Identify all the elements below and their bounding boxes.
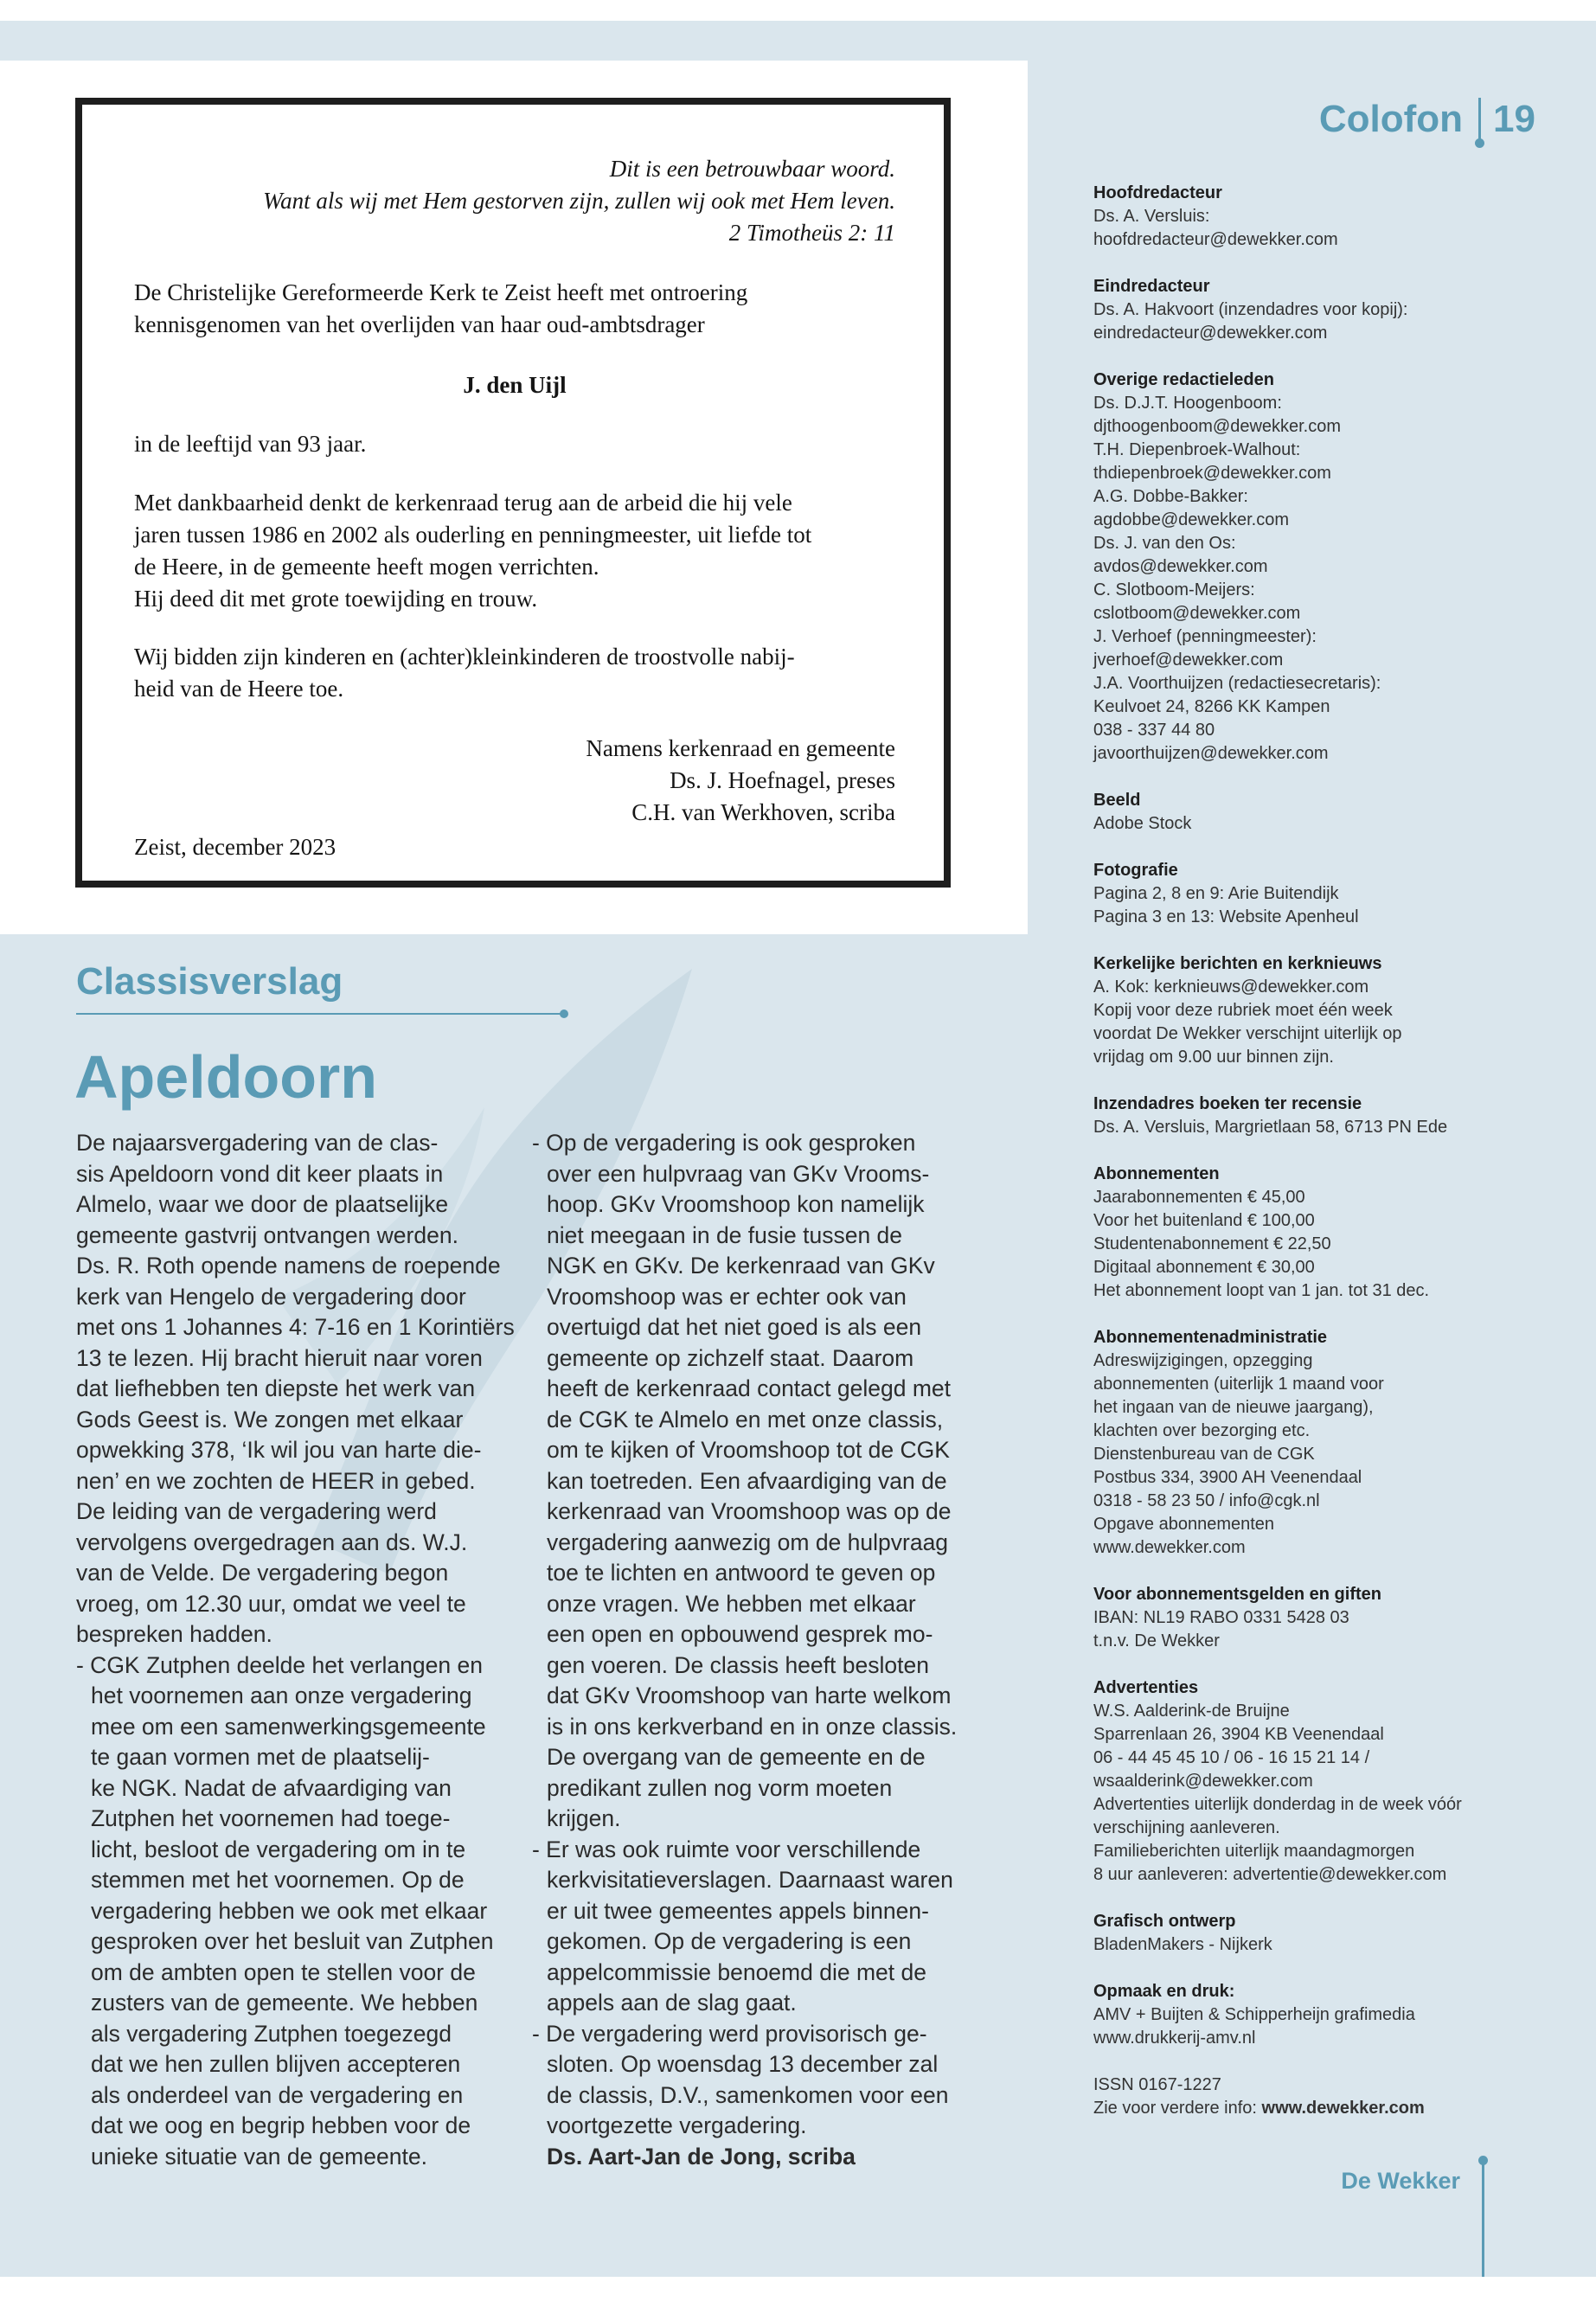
colofon-heading: Inzendadres boeken ter recensie xyxy=(1093,1094,1362,1113)
colofon-line: hoofdredacteur@dewekker.com xyxy=(1093,230,1338,249)
colofon-line: Postbus 334, 3900 AH Veenendaal xyxy=(1093,1468,1362,1487)
colofon-line: Opgave abonnementen xyxy=(1093,1515,1275,1534)
colofon-heading: Advertenties xyxy=(1093,1678,1199,1697)
article-line: kerkvisitatieverslagen. Daarnaast waren xyxy=(547,1867,953,1893)
article-line: vervolgens overgedragen aan ds. W.J. xyxy=(76,1529,468,1555)
article-line: met ons 1 Johannes 4: 7-16 en 1 Korintiërs xyxy=(76,1314,515,1340)
colofon-line: avdos@dewekker.com xyxy=(1093,557,1268,576)
more-info-label: Zie voor verdere info: xyxy=(1093,2099,1262,2118)
obituary-intro xyxy=(134,277,895,341)
colofon-line: 06 - 44 45 45 10 / 06 - 16 15 21 14 / xyxy=(1093,1748,1370,1767)
obituary-body xyxy=(134,487,895,615)
colofon-line: Adobe Stock xyxy=(1093,814,1192,833)
colofon-line: Dienstenbureau van de CGK xyxy=(1093,1445,1315,1464)
colofon-section xyxy=(1093,1093,1561,1139)
article-line: nen’ en we zochten de HEER in gebed. xyxy=(76,1467,476,1494)
article-line: De overgang van de gemeente en de xyxy=(547,1744,926,1770)
colofon-line: agdobbe@dewekker.com xyxy=(1093,510,1289,529)
article-line: opwekking 378, ‘Ik wil jou van harte die- xyxy=(76,1437,482,1463)
colofon-line: Ds. A. Hakvoort (inzendadres voor kopij): xyxy=(1093,300,1408,319)
article-line: de classis, D.V., samenkomen voor een xyxy=(547,2081,949,2108)
article-line: stemmen met het voornemen. Op de xyxy=(91,1867,465,1893)
colofon-heading: Abonnementenadministratie xyxy=(1093,1328,1328,1347)
colofon-heading: Opmaak en druk: xyxy=(1093,1982,1235,2001)
body-line: Hij deed dit met grote toewijding en trouw. xyxy=(134,586,538,612)
kicker-rule xyxy=(76,1013,565,1015)
prayer-line: Wij bidden zijn kinderen en (achter)kleinkinderen de troostvolle nabij- xyxy=(134,644,795,670)
signature-line: Namens kerkenraad en gemeente xyxy=(586,735,895,761)
obituary-signature xyxy=(134,733,895,829)
article-line: NGK en GKv. De kerkenraad van GKv xyxy=(547,1253,935,1279)
colofon-section xyxy=(1093,369,1561,766)
article-line: appelcommissie benoemd die met de xyxy=(547,1958,926,1985)
colofon-line: J. Verhoef (penningmeester): xyxy=(1093,627,1317,646)
signature-line: C.H. van Werkhoven, scriba xyxy=(631,799,895,825)
colofon-line: eindredacteur@dewekker.com xyxy=(1093,324,1328,343)
colofon-section xyxy=(1093,1980,1561,2050)
obituary-place-date: Zeist, december 2023 xyxy=(134,834,337,860)
colofon-heading: Eindredacteur xyxy=(1093,277,1210,296)
colofon-heading: Abonnementen xyxy=(1093,1164,1220,1183)
article-line: sis Apeldoorn vond dit keer plaats in xyxy=(76,1160,444,1187)
article-line: dat we hen zullen blijven accepteren xyxy=(91,2051,461,2077)
colofon-line: djthoogenboom@dewekker.com xyxy=(1093,417,1342,436)
top-margin xyxy=(0,0,1596,21)
colofon-heading: Fotografie xyxy=(1093,861,1178,880)
article-line: overtuigd dat het niet goed is als een xyxy=(547,1314,922,1340)
body-line: Met dankbaarheid denkt de kerkenraad terug aan de arbeid die hij vele xyxy=(134,490,792,516)
article-line: gekomen. Op de vergadering is een xyxy=(547,1928,912,1954)
colofon-section xyxy=(1093,1583,1561,1653)
colofon-section xyxy=(1093,1326,1561,1560)
verse-line: Want als wij met Hem gestorven zijn, zullen wij ook met Hem leven. xyxy=(263,188,895,214)
article-line: het voornemen aan onze vergadering xyxy=(91,1682,472,1708)
colofon-line: Het abonnement loopt van 1 jan. tot 31 dec. xyxy=(1093,1281,1430,1300)
colofon-heading: Voor abonnementsgelden en giften xyxy=(1093,1585,1381,1604)
colofon-line: T.H. Diepenbroek-Walhout: xyxy=(1093,440,1301,459)
colofon-line: 038 - 337 44 80 xyxy=(1093,721,1215,740)
article-line: gemeente op zichzelf staat. Daarom xyxy=(547,1344,914,1371)
article-line: zusters van de gemeente. We hebben xyxy=(91,1990,478,2016)
colofon-line: www.drukkerij-amv.nl xyxy=(1093,2029,1256,2048)
verse-reference: 2 Timotheüs 2: 11 xyxy=(728,220,895,246)
colofon-section xyxy=(1093,182,1561,252)
colofon-heading: Overige redactieleden xyxy=(1093,370,1274,389)
article-line: te gaan vormen met de plaatselij- xyxy=(91,1744,430,1770)
colofon-section xyxy=(1093,1910,1561,1957)
article-line: sloten. Op woensdag 13 december zal xyxy=(547,2051,939,2077)
article-line: dat GKv Vroomshoop van harte welkom xyxy=(547,1682,952,1708)
colofon-line: IBAN: NL19 RABO 0331 5428 03 xyxy=(1093,1608,1349,1627)
article-line: heeft de kerkenraad contact gelegd met xyxy=(547,1375,951,1401)
obituary-prayer xyxy=(134,641,895,705)
footer-rule xyxy=(1482,2159,1484,2277)
colofon-line: Voor het buitenland € 100,00 xyxy=(1093,1211,1315,1230)
colofon-line: Ds. A. Versluis: xyxy=(1093,207,1210,226)
colofon-line: Keulvoet 24, 8266 KK Kampen xyxy=(1093,697,1330,716)
article-line: gemeente gastvrij ontvangen werden. xyxy=(76,1221,458,1248)
bottom-margin xyxy=(0,2277,1596,2301)
deceased-name: J. den Uijl xyxy=(463,372,567,398)
colofon-line: voordat De Wekker verschijnt uiterlijk op xyxy=(1093,1024,1402,1043)
colofon-line: abonnementen (uiterlijk 1 maand voor xyxy=(1093,1375,1384,1394)
article-line: vroeg, om 12.30 uur, omdat we veel te xyxy=(76,1590,466,1617)
obituary-verse xyxy=(134,153,895,249)
article-line: om de ambten open te stellen voor de xyxy=(91,1958,476,1985)
article-line: - De vergadering werd provisorisch ge- xyxy=(532,2020,927,2047)
colofon-line: 0318 - 58 23 50 / info@cgk.nl xyxy=(1093,1491,1320,1510)
colofon-line: Studentenabonnement € 22,50 xyxy=(1093,1234,1331,1253)
article-line: kan toetreden. Een afvaardiging van de xyxy=(547,1467,947,1494)
article-line: als onderdeel van de vergadering en xyxy=(91,2081,464,2108)
colofon-title: Colofon xyxy=(1318,98,1464,140)
colofon-line: javoorthuijzen@dewekker.com xyxy=(1093,744,1329,763)
article-line: - Op de vergadering is ook gesproken xyxy=(532,1130,916,1156)
article-line: toe te lichten en antwoord te geven op xyxy=(547,1560,936,1586)
colofon-line: 8 uur aanleveren: advertentie@dewekker.com xyxy=(1093,1865,1447,1884)
colofon-header xyxy=(1319,93,1535,145)
colofon-line: Kopij voor deze rubriek moet één week xyxy=(1093,1001,1393,1020)
article-line: unieke situatie van de gemeente. xyxy=(91,2143,427,2170)
article-title: Apeldoorn xyxy=(74,1043,377,1111)
colofon-line: A. Kok: kerknieuws@dewekker.com xyxy=(1093,977,1369,997)
colofon-section xyxy=(1093,952,1561,1069)
article-line: vergadering aanwezig om de hulpvraag xyxy=(547,1529,949,1555)
article-line: predikant zullen nog vorm moeten xyxy=(547,1774,893,1801)
article-kicker: Classisverslag xyxy=(76,960,343,1003)
colofon-section xyxy=(1093,1163,1561,1303)
colofon-line: Pagina 2, 8 en 9: Arie Buitendijk xyxy=(1093,884,1339,903)
colofon-line: wsaalderink@dewekker.com xyxy=(1093,1772,1313,1791)
colofon-section xyxy=(1093,275,1561,345)
colofon-list xyxy=(1093,182,1561,2120)
colofon-line: AMV + Buijten & Schipperheijn grafimedia xyxy=(1093,2005,1415,2024)
colofon-line: J.A. Voorthuijzen (redactiesecretaris): xyxy=(1093,674,1381,693)
magazine-name: De Wekker xyxy=(1341,2168,1460,2194)
colofon-line: www.dewekker.com xyxy=(1093,1538,1246,1557)
colofon-line: verschijning aanleveren. xyxy=(1093,1818,1280,1837)
article-line: - Er was ook ruimte voor verschillende xyxy=(532,1836,921,1862)
colofon-line: Adreswijzigingen, opzegging xyxy=(1093,1351,1313,1370)
colofon-line: Ds. D.J.T. Hoogenboom: xyxy=(1093,394,1282,413)
colofon-line: jverhoef@dewekker.com xyxy=(1093,651,1284,670)
article-line: onze vragen. We hebben met elkaar xyxy=(547,1590,916,1617)
intro-line: kennisgenomen van het overlijden van haar oud-ambtsdrager xyxy=(134,311,705,337)
colofon-section xyxy=(1093,789,1561,836)
article-column-1 xyxy=(76,1128,515,2172)
article-line: voortgezette vergadering. xyxy=(547,2112,807,2138)
prayer-line: heid van de Heere toe. xyxy=(134,676,344,702)
article-line: bespreken hadden. xyxy=(76,1621,272,1647)
body-line: jaren tussen 1986 en 2002 als ouderling en penningmeester, uit liefde tot xyxy=(134,522,812,548)
article-line: hoop. GKv Vroomshoop kon namelijk xyxy=(547,1191,925,1217)
article-line: de CGK te Almelo en met onze classis, xyxy=(547,1406,944,1433)
issn: ISSN 0167-1227 xyxy=(1093,2075,1221,2094)
deceased-age: in de leeftijd van 93 jaar. xyxy=(134,431,367,457)
colofon-line: Jaarabonnementen € 45,00 xyxy=(1093,1188,1305,1207)
more-info xyxy=(1093,2097,1561,2120)
article-line: - CGK Zutphen deelde het verlangen en xyxy=(76,1651,483,1678)
article-line: als vergadering Zutphen toegezegd xyxy=(91,2020,452,2047)
colofon-line: Advertenties uiterlijk donderdag in de week vóór xyxy=(1093,1795,1462,1814)
article-line: is in ons kerkverband en in onze classis. xyxy=(547,1713,958,1740)
article-line: mee om een samenwerkingsgemeente xyxy=(91,1713,486,1740)
colofon-line: het ingaan van de nieuwe jaargang), xyxy=(1093,1398,1374,1417)
colofon-line: C. Slotboom-Meijers: xyxy=(1093,580,1255,599)
colofon-line: thdiepenbroek@dewekker.com xyxy=(1093,464,1331,483)
obituary-notice xyxy=(75,98,951,888)
colofon-line: W.S. Aalderink-de Bruijne xyxy=(1093,1702,1290,1721)
article-line: kerk van Hengelo de vergadering door xyxy=(76,1283,466,1310)
article-line: De najaarsvergadering van de clas- xyxy=(76,1130,439,1156)
colofon-line: BladenMakers - Nijkerk xyxy=(1093,1935,1272,1954)
colofon-heading: Hoofdredacteur xyxy=(1093,183,1222,202)
article-column-2 xyxy=(532,1128,957,2172)
article-line: niet meegaan in de fusie tussen de xyxy=(547,1221,903,1248)
article-line: De leiding van de vergadering werd xyxy=(76,1498,437,1524)
colofon-line: A.G. Dobbe-Bakker: xyxy=(1093,487,1248,506)
colofon-heading: Beeld xyxy=(1093,791,1141,810)
article-line: over een hulpvraag van GKv Vrooms- xyxy=(547,1160,930,1187)
article-line: er uit twee gemeentes appels binnen- xyxy=(547,1897,929,1924)
verse-line: Dit is een betrouwbaar woord. xyxy=(609,156,895,182)
colofon-line: Digitaal abonnement € 30,00 xyxy=(1093,1258,1315,1277)
article-line: van de Velde. De vergadering begon xyxy=(76,1560,449,1586)
article-line: om te kijken of Vroomshoop tot de CGK xyxy=(547,1437,950,1463)
intro-line: De Christelijke Gereformeerde Kerk te Zeist heeft met ontroering xyxy=(134,279,748,305)
colofon-line: klachten over bezorging etc. xyxy=(1093,1421,1311,1440)
page-number: 19 xyxy=(1493,98,1535,140)
article-line: Vroomshoop was er echter ook van xyxy=(547,1283,907,1310)
article-line: 13 te lezen. Hij bracht hieruit naar voren xyxy=(76,1344,483,1371)
header-divider xyxy=(1478,98,1481,141)
article-line: Gods Geest is. We zongen met elkaar xyxy=(76,1406,464,1433)
body-line: de Heere, in de gemeente heeft mogen verrichten. xyxy=(134,554,599,580)
article-line: gen voeren. De classis heeft besloten xyxy=(547,1651,929,1678)
article-line: Zutphen het voornemen had toege- xyxy=(91,1805,451,1831)
colofon-section xyxy=(1093,1676,1561,1887)
article-line: gesproken over het besluit van Zutphen xyxy=(91,1928,494,1954)
colofon-line: Pagina 3 en 13: Website Apenheul xyxy=(1093,907,1359,926)
signature-line: Ds. J. Hoefnagel, preses xyxy=(670,767,895,793)
website-link[interactable]: www.dewekker.com xyxy=(1261,2099,1425,2118)
colofon-line: Familieberichten uiterlijk maandagmorgen xyxy=(1093,1842,1415,1861)
colofon-line: vrijdag om 9.00 uur binnen zijn. xyxy=(1093,1048,1334,1067)
article-line: kerkenraad van Vroomshoop was op de xyxy=(547,1498,952,1524)
article-line: Ds. R. Roth opende namens de roepende xyxy=(76,1253,501,1279)
colofon-heading: Grafisch ontwerp xyxy=(1093,1912,1236,1931)
colofon-line: cslotboom@dewekker.com xyxy=(1093,604,1301,623)
colofon-line: Ds. A. Versluis, Margrietlaan 58, 6713 PN Ede xyxy=(1093,1118,1448,1137)
article-line: Almelo, waar we door de plaatselijke xyxy=(76,1191,449,1217)
colofon-line: Sparrenlaan 26, 3904 KB Veenendaal xyxy=(1093,1725,1384,1744)
article-line: ke NGK. Nadat de afvaardiging van xyxy=(91,1774,452,1801)
article-line: vergadering hebben we ook met elkaar xyxy=(91,1897,488,1924)
article-line: dat we oog en begrip hebben voor de xyxy=(91,2112,471,2138)
article-line: een open en opbouwend gesprek mo- xyxy=(547,1621,933,1647)
colofon-line: t.n.v. De Wekker xyxy=(1093,1631,1220,1650)
colofon-line: Ds. J. van den Os: xyxy=(1093,534,1236,553)
colofon-heading: Kerkelijke berichten en kerknieuws xyxy=(1093,954,1382,973)
article-line: krijgen. xyxy=(547,1805,621,1831)
article-line: licht, besloot de vergadering om in te xyxy=(91,1836,466,1862)
article-line: appels aan de slag gaat. xyxy=(547,1990,797,2016)
colofon-section xyxy=(1093,859,1561,929)
article-signature: Ds. Aart-Jan de Jong, scriba xyxy=(547,2143,856,2170)
article-line: dat liefhebben ten diepste het werk van xyxy=(76,1375,476,1401)
